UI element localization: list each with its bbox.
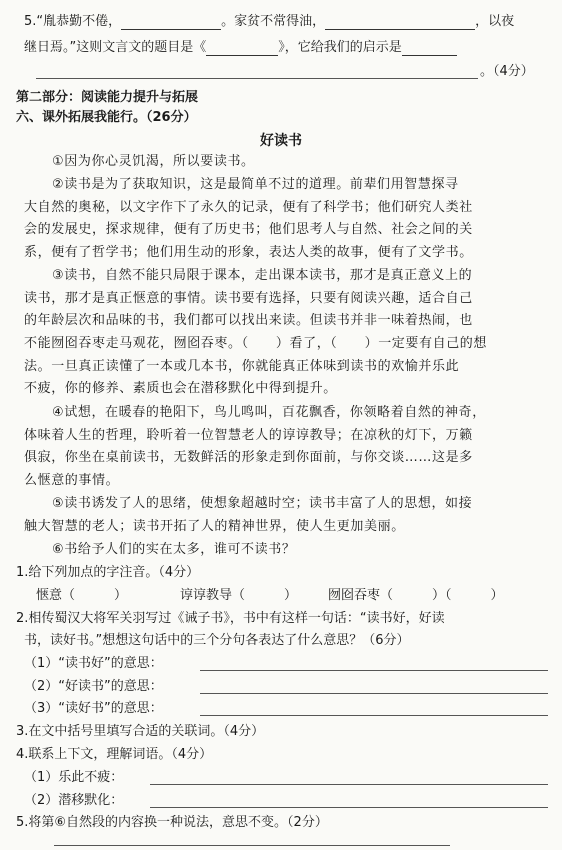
q5-blank-1[interactable] (121, 15, 221, 30)
q5-text-e: 》，它给我们的启示是 (278, 40, 402, 55)
question-5: 5.将第⑥自然段的内容换一种说法，意思不变。（2分） (16, 815, 328, 830)
article-line: 系，便有了哲学书；他们用生动的形象，表达人类的故事，便有了文学书。 (24, 245, 473, 260)
q5-answer-line[interactable] (36, 78, 478, 79)
q5-blank-2[interactable] (325, 15, 475, 30)
part-two-heading: 第二部分：阅读能力提升与拓展 (16, 90, 199, 105)
q5-points: 。（4分） (480, 64, 534, 79)
q2-sub-3: （3）“读好书”的意思： (24, 701, 163, 716)
article-line: ②读书是为了获取知识，这是最简单不过的道理。前辈们用智慧探寻 (52, 177, 459, 192)
q2-answer-line-3[interactable] (200, 715, 548, 716)
article-line: 大自然的奥秘，以文字作下了永久的记录，便有了科学书；他们研究人类社 (24, 200, 473, 215)
q4-answer-line-1[interactable] (150, 784, 548, 785)
q1-item-2[interactable]: 谆谆教导（ ） (180, 588, 298, 603)
question-2-line-1: 2.相传蜀汉大将军关羽写过《诫子书》，书中有这样一句话：“读书好，好读 (16, 611, 445, 626)
q5-blank-3[interactable] (402, 41, 457, 56)
article-line: 触大智慧的老人；读书开拓了人的精神世界，使人生更加美丽。 (24, 519, 405, 534)
article-line: 法。一旦真正读懂了一本或几本书，你就能真正体味到读书的欢愉并乐此 (24, 359, 460, 374)
q2-sub-1: （1）“读书好”的意思： (24, 656, 163, 671)
q5-text-a: 5.“胤恭勤不倦， (24, 14, 122, 29)
article-line: ⑤读书诱发了人的思绪，使想象超越时空；读书丰富了人的思想，如接 (52, 496, 473, 511)
article-line: 俱寂，你坐在桌前读书，无数鲜活的形象走到你面前，与你交谈……这是多 (24, 450, 473, 465)
article-line: 的年龄层次和品味的书，我们都可以找出来读。但读书并非一味着热闹，也 (24, 313, 473, 328)
q4-answer-line-2[interactable] (150, 807, 548, 808)
q1-item-1[interactable]: 惬意（ ） (36, 588, 128, 603)
q5-text-c: ，以夜 (475, 14, 515, 29)
q5-reading-answer-line[interactable] (54, 845, 450, 846)
q2-sub-2: （2）“好读书”的意思： (24, 679, 163, 694)
article-line: 么惬意的事情。 (24, 473, 120, 488)
article-line: 不能囫囵吞枣走马观花，囫囵吞枣。（ ）看了，（ ）一定要有自己的想 (24, 336, 488, 351)
article-line: 体味着人生的哲理，聆听着一位智慧老人的谆谆教导；在凉秋的灯下，万籁 (24, 428, 473, 443)
q5-line-2 (24, 40, 562, 56)
q5-line-1 (24, 14, 562, 30)
article-line: ⑥书给予人们的实在太多，谁可不读书？ (52, 542, 296, 557)
q2-answer-line-2[interactable] (200, 693, 548, 694)
article-title: 好读书 (260, 133, 302, 149)
q1-item-3[interactable]: 囫囵吞枣（ ）（ ） (328, 588, 504, 603)
q5-blank-title[interactable] (206, 41, 278, 56)
q5-text-b: 。家贫不常得油， (221, 14, 326, 29)
q2-answer-line-1[interactable] (200, 670, 548, 671)
q5-text-d: 继日焉。”这则文言文的题目是《 (24, 40, 207, 55)
question-3: 3.在文中括号里填写合适的关联词。（4分） (16, 724, 265, 739)
article-line: ③读书，自然不能只局限于课本，走出课本读书，那才是真正意义上的 (52, 268, 473, 283)
section-six-heading: 六、课外拓展我能行。（26分） (16, 110, 197, 125)
article-line: 不疲，你的修养、素质也会在潜移默化中得到提升。 (24, 381, 337, 396)
article-line: ④试想，在暖春的艳阳下，鸟儿鸣叫，百花飘香，你领略着自然的神奇， (52, 405, 486, 420)
q4-sub-2: （2）潜移默化： (24, 793, 124, 808)
question-4: 4.联系上下文，理解词语。（4分） (16, 747, 213, 762)
question-2-line-2: 书，读好书。”想想这句话中的三个分句各表达了什么意思？（6分） (24, 633, 410, 648)
article-line: 会的发展史，探求规律，便有了历史书；他们思考人与自然、社会之间的关 (24, 222, 473, 237)
question-1: 1.给下列加点的字注音。（4分） (16, 565, 200, 580)
q4-sub-1: （1）乐此不疲： (24, 770, 124, 785)
article-line: 读书，那才是真正惬意的事情。读书要有选择，只要有阅读兴趣，适合自己 (24, 291, 473, 306)
article-line: ①因为你心灵饥渴，所以要读书。 (52, 154, 255, 169)
